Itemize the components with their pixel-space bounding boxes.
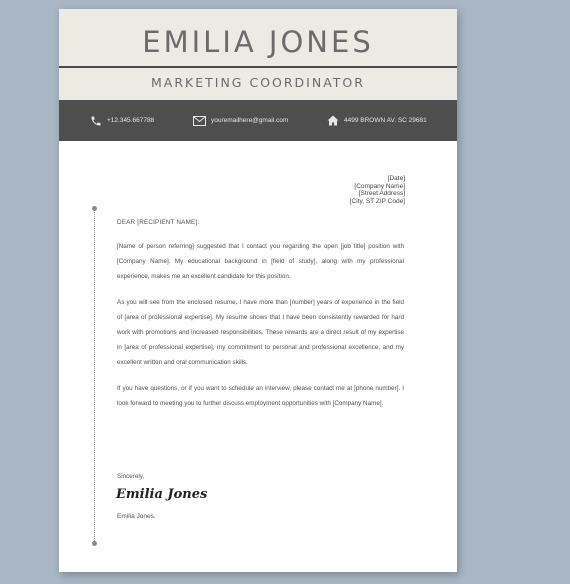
address-text: 4499 BROWN AV. SC 29681 [344,117,427,124]
resume-page [59,9,457,572]
paragraph-3: If you have questions, or if you want to schedule an interview, please contact me at [phone number]. I look forward to meeting you to further discuss employment opportunities with [Company Name]. [117,385,404,408]
paragraph-1: [Name of person referring] suggested that I contact you regarding the open [job title] position with [Company Name]. My educational background in [field of study], along with my professional experience, makes me an excellent candidate for this position. [117,243,404,280]
city-line: [City, ST ZIP Code] [349,197,405,205]
signature: Emilia Jones [116,487,208,502]
email-text: youremailhere@gmail.com [211,117,289,124]
recipient-address-block [350,175,405,205]
date-line: [Date] [387,175,405,182]
printed-name: Emilia Jones. [117,513,156,520]
contact-phone [90,100,154,141]
envelope-icon [193,116,206,126]
phone-text: +12.345.667788 [107,117,155,124]
paragraph-2: As you will see from the enclosed resume, I have more than [number] years of experience in the field of [area of professional expertise]. My resume shows that I have been consistently rewarded for hard work with promotions and increased responsibilities. These rewards are a direct result of my expertise in [area of professional expertise], my commitment to personal and professional excellence, and my excellent written and oral communication skills. [117,299,404,366]
contact-address [327,100,427,141]
timeline-dot-bottom [92,541,97,546]
timeline-dot-top [92,206,97,211]
letter-body [117,219,404,424]
contact-bar [59,100,457,141]
header-band [59,9,457,100]
phone-icon [90,115,102,127]
header-divider [59,66,457,68]
closing: Sincerely, [117,473,145,480]
timeline-line [94,209,95,543]
salutation: DEAR [RECIPIENT NAME]: [117,219,200,226]
street-line: [Street Address] [358,190,405,197]
job-title: MARKETING COORDINATOR [151,75,365,90]
contact-email [193,100,288,141]
home-icon [327,115,339,126]
applicant-name: EMILIA JONES [142,25,374,59]
company-line: [Company Name] [354,182,405,190]
